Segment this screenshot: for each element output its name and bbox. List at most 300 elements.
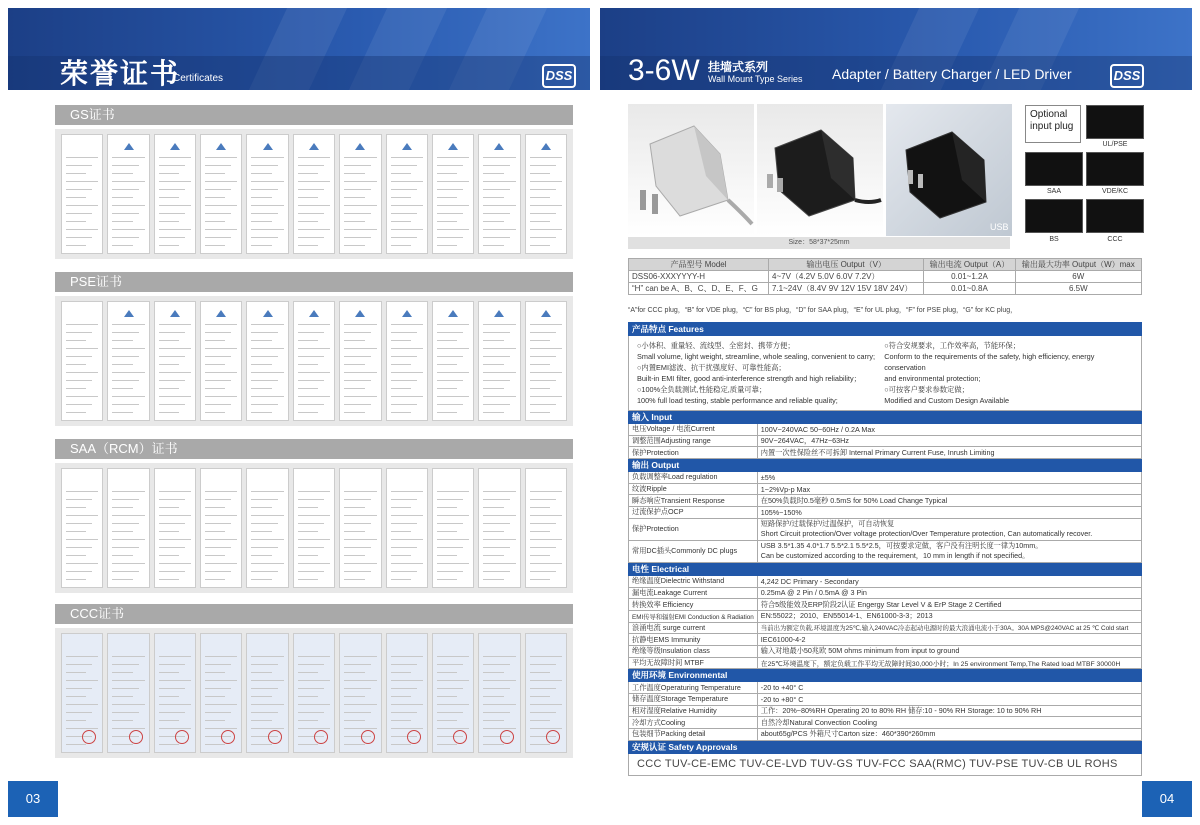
text-line bbox=[391, 680, 423, 681]
spec-key: 相对湿度Relative Humidity bbox=[629, 705, 758, 717]
text-line bbox=[205, 197, 225, 198]
text-line bbox=[205, 221, 225, 222]
text-line bbox=[112, 696, 132, 697]
text-line bbox=[530, 688, 556, 689]
tuv-logo-icon bbox=[448, 143, 458, 150]
text-line bbox=[298, 332, 324, 333]
certificate-thumbnail bbox=[478, 633, 520, 753]
text-line bbox=[344, 332, 370, 333]
text-line bbox=[298, 712, 324, 713]
seal-icon bbox=[268, 730, 282, 744]
text-line bbox=[66, 515, 98, 516]
spec-key: 漏电流Leakage Current bbox=[629, 587, 758, 599]
text-line bbox=[391, 356, 417, 357]
text-line bbox=[159, 555, 179, 556]
text-line bbox=[251, 205, 283, 206]
text-line bbox=[66, 245, 86, 246]
text-line bbox=[437, 744, 457, 745]
product-photo-black-usb bbox=[886, 104, 1012, 236]
text-line bbox=[66, 213, 92, 214]
text-line bbox=[298, 388, 318, 389]
seal-icon bbox=[314, 730, 328, 744]
seal-icon bbox=[361, 730, 375, 744]
text-line bbox=[483, 507, 503, 508]
tuv-logo-icon bbox=[309, 310, 319, 317]
text-line bbox=[159, 229, 191, 230]
text-line bbox=[112, 539, 144, 540]
text-line bbox=[205, 579, 225, 580]
text-line bbox=[112, 197, 132, 198]
text-line bbox=[530, 245, 550, 246]
text-line bbox=[298, 229, 330, 230]
text-line bbox=[251, 728, 283, 729]
certificate-thumbnail bbox=[432, 134, 474, 254]
text-line bbox=[251, 696, 271, 697]
text-line bbox=[205, 744, 225, 745]
text-line bbox=[205, 672, 225, 673]
text-line bbox=[483, 324, 515, 325]
text-line bbox=[391, 332, 417, 333]
text-line bbox=[159, 539, 191, 540]
tuv-logo-icon bbox=[402, 143, 412, 150]
text-line bbox=[344, 688, 370, 689]
text-line bbox=[112, 515, 144, 516]
text-line bbox=[66, 165, 92, 166]
text-line bbox=[530, 720, 550, 721]
text-line bbox=[66, 507, 86, 508]
text-line bbox=[391, 237, 417, 238]
text-line bbox=[112, 324, 144, 325]
spec-key: 浪涌电流 surge current bbox=[629, 622, 758, 634]
text-line bbox=[159, 563, 191, 564]
text-line bbox=[437, 372, 469, 373]
text-line bbox=[298, 531, 318, 532]
text-line bbox=[112, 348, 144, 349]
text-line bbox=[344, 364, 364, 365]
text-line bbox=[298, 245, 318, 246]
text-line bbox=[298, 404, 324, 405]
text-line bbox=[530, 372, 562, 373]
text-line bbox=[159, 205, 191, 206]
text-line bbox=[298, 324, 330, 325]
certificate-thumbnail bbox=[246, 468, 288, 588]
spec-value: 内置一次性保险丝不可拆卸 Internal Primary Current Fuse, Inrush Limiting bbox=[757, 447, 1141, 459]
text-line bbox=[391, 531, 411, 532]
certificate-thumbnail bbox=[246, 301, 288, 421]
certificate-thumbnail bbox=[200, 468, 242, 588]
text-line bbox=[437, 571, 463, 572]
certificate-thumbnail bbox=[61, 301, 103, 421]
text-line bbox=[530, 515, 562, 516]
text-line bbox=[298, 555, 318, 556]
text-line bbox=[205, 712, 231, 713]
text-line bbox=[251, 547, 277, 548]
text-line bbox=[344, 728, 376, 729]
text-line bbox=[205, 515, 237, 516]
text-line bbox=[391, 364, 411, 365]
text-line bbox=[483, 237, 509, 238]
model-cell: DSS06-XXXYYYY-H bbox=[629, 271, 769, 283]
text-line bbox=[530, 507, 550, 508]
text-line bbox=[437, 704, 469, 705]
spec-value: 自然冷却Natural Convection Cooling bbox=[757, 717, 1141, 729]
text-line bbox=[159, 656, 191, 657]
text-line bbox=[205, 720, 225, 721]
text-line bbox=[530, 221, 550, 222]
text-line bbox=[437, 680, 469, 681]
product-description: Adapter / Battery Charger / LED Driver bbox=[832, 66, 1072, 82]
ccc-plug-icon bbox=[1086, 199, 1144, 233]
text-line bbox=[344, 165, 370, 166]
certificate-thumbnail bbox=[154, 301, 196, 421]
features-title: 产品特点 Features bbox=[629, 323, 1142, 336]
certificate-thumbnail bbox=[339, 301, 381, 421]
text-line bbox=[112, 491, 144, 492]
power-title: 3-6W bbox=[628, 54, 700, 87]
spec-key: 绝缘温度Dielectric Withstand bbox=[629, 575, 758, 587]
text-line bbox=[159, 531, 179, 532]
text-line bbox=[483, 404, 509, 405]
text-line bbox=[298, 348, 330, 349]
text-line bbox=[112, 356, 138, 357]
text-line bbox=[298, 364, 318, 365]
text-line bbox=[530, 348, 562, 349]
certificate-thumbnail bbox=[154, 468, 196, 588]
text-line bbox=[391, 165, 417, 166]
text-line bbox=[251, 571, 277, 572]
text-line bbox=[251, 324, 283, 325]
spec-key: EMI传导和辐射EMI Conduction & Radiation bbox=[629, 610, 758, 622]
spec-key: 常用DC插头Commonly DC plugs bbox=[629, 540, 758, 562]
seal-icon bbox=[500, 730, 514, 744]
text-line bbox=[112, 499, 138, 500]
text-line bbox=[483, 563, 515, 564]
text-line bbox=[251, 704, 283, 705]
spec-value: 在25℃环境温度下，额定负载工作平均无故障时间30,000小时；In 25 environment Temp,The Rated load MTBF 30000H bbox=[757, 657, 1141, 669]
text-line bbox=[483, 364, 503, 365]
optional-plug-label: Optional input plug bbox=[1025, 105, 1081, 143]
text-line bbox=[530, 165, 556, 166]
text-line bbox=[159, 744, 179, 745]
feature-line: ○符合安规要求，工作效率高，节能环保； bbox=[884, 341, 1021, 350]
text-line bbox=[159, 173, 179, 174]
seal-icon bbox=[453, 730, 467, 744]
certificate-thumbnail bbox=[432, 301, 474, 421]
text-line bbox=[530, 197, 550, 198]
certificate-thumbnail bbox=[339, 134, 381, 254]
text-line bbox=[251, 197, 271, 198]
text-line bbox=[344, 672, 364, 673]
certificate-thumbnail bbox=[339, 633, 381, 753]
series-title-en: Wall Mount Type Series bbox=[708, 74, 803, 84]
text-line bbox=[112, 523, 138, 524]
text-line bbox=[391, 688, 417, 689]
text-line bbox=[205, 229, 237, 230]
certificate-thumbnail bbox=[293, 468, 335, 588]
text-line bbox=[483, 372, 515, 373]
text-line bbox=[205, 656, 237, 657]
text-line bbox=[530, 656, 562, 657]
tuv-logo-icon bbox=[402, 310, 412, 317]
text-line bbox=[391, 412, 411, 413]
text-line bbox=[112, 579, 132, 580]
text-line bbox=[112, 404, 138, 405]
certificate-thumbnail bbox=[200, 301, 242, 421]
text-line bbox=[437, 515, 469, 516]
text-line bbox=[437, 531, 457, 532]
text-line bbox=[66, 356, 92, 357]
text-line bbox=[391, 221, 411, 222]
text-line bbox=[66, 348, 98, 349]
text-line bbox=[530, 332, 556, 333]
text-line bbox=[437, 189, 463, 190]
dc-plug-value bbox=[757, 540, 1141, 562]
spec-value: ±5% bbox=[757, 472, 1141, 484]
text-line bbox=[205, 571, 231, 572]
certificate-thumbnail bbox=[61, 468, 103, 588]
page-number-left: 03 bbox=[8, 781, 58, 817]
text-line bbox=[66, 704, 98, 705]
text-line bbox=[530, 672, 550, 673]
text-line bbox=[112, 571, 138, 572]
certificate-thumbnail bbox=[107, 633, 149, 753]
text-line bbox=[251, 539, 283, 540]
text-line bbox=[344, 744, 364, 745]
certificate-thumbnail bbox=[246, 134, 288, 254]
text-line bbox=[298, 720, 318, 721]
text-line bbox=[437, 205, 469, 206]
approvals-list: CCC TUV-CE-EMC TUV-CE-LVD TUV-GS TUV-FCC SAA(RMC) TUV-PSE TUV-CB UL ROHS bbox=[629, 753, 1142, 775]
text-line bbox=[205, 245, 225, 246]
text-line bbox=[391, 213, 417, 214]
seal-icon bbox=[129, 730, 143, 744]
spec-value: 100V~240VAC 50~60Hz / 0.2A Max bbox=[757, 424, 1141, 436]
text-line bbox=[159, 364, 179, 365]
spec-value: about65g/PCS 外箱尺寸Carton size：460*390*260mm bbox=[757, 729, 1141, 741]
features-cell bbox=[629, 336, 1142, 411]
text-line bbox=[251, 656, 283, 657]
text-line bbox=[437, 348, 469, 349]
text-line bbox=[112, 664, 138, 665]
text-line bbox=[159, 396, 191, 397]
text-line bbox=[391, 515, 423, 516]
text-line bbox=[298, 412, 318, 413]
certificate-thumbnail bbox=[386, 468, 428, 588]
text-line bbox=[66, 340, 86, 341]
text-line bbox=[112, 412, 132, 413]
power-cell: 6.5W bbox=[1015, 283, 1141, 295]
seal-icon bbox=[221, 730, 235, 744]
text-line bbox=[344, 157, 376, 158]
plug-label: CCC bbox=[1107, 236, 1123, 243]
text-line bbox=[483, 579, 503, 580]
text-line bbox=[251, 380, 277, 381]
text-line bbox=[112, 229, 144, 230]
tuv-logo-icon bbox=[494, 310, 504, 317]
text-line bbox=[344, 720, 364, 721]
text-line bbox=[159, 547, 185, 548]
text-line bbox=[344, 173, 364, 174]
tuv-logo-icon bbox=[263, 310, 273, 317]
text-line bbox=[251, 332, 277, 333]
text-line bbox=[298, 539, 330, 540]
text-line bbox=[298, 696, 318, 697]
ccc-certificates bbox=[55, 628, 573, 758]
text-line bbox=[66, 499, 92, 500]
text-line bbox=[391, 507, 411, 508]
text-line bbox=[437, 539, 469, 540]
text-line bbox=[344, 531, 364, 532]
text-line bbox=[205, 507, 225, 508]
text-line bbox=[391, 712, 417, 713]
text-line bbox=[66, 412, 86, 413]
text-line bbox=[483, 720, 503, 721]
text-line bbox=[298, 189, 324, 190]
text-line bbox=[112, 173, 132, 174]
text-line bbox=[483, 245, 503, 246]
text-line bbox=[344, 396, 376, 397]
text-line bbox=[112, 712, 138, 713]
text-line bbox=[391, 404, 417, 405]
text-line bbox=[298, 380, 324, 381]
feature-line: ○可按客户要求参数定做； bbox=[884, 385, 969, 394]
text-line bbox=[112, 157, 144, 158]
text-line bbox=[391, 720, 411, 721]
text-line bbox=[344, 348, 376, 349]
text-line bbox=[344, 563, 376, 564]
text-line bbox=[112, 364, 132, 365]
feature-line: Modified and Custom Design Available bbox=[884, 396, 1010, 405]
text-line bbox=[251, 744, 271, 745]
tuv-logo-icon bbox=[309, 143, 319, 150]
usb-label: USB bbox=[990, 222, 1009, 232]
text-line bbox=[483, 229, 515, 230]
text-line bbox=[530, 579, 550, 580]
text-line bbox=[437, 547, 463, 548]
text-line bbox=[344, 547, 370, 548]
text-line bbox=[205, 563, 237, 564]
text-line bbox=[530, 157, 562, 158]
text-line bbox=[251, 340, 271, 341]
text-line bbox=[483, 380, 509, 381]
text-line bbox=[66, 523, 92, 524]
text-line bbox=[205, 356, 231, 357]
text-line bbox=[251, 507, 271, 508]
text-line bbox=[66, 396, 98, 397]
text-line bbox=[391, 380, 417, 381]
text-line bbox=[530, 680, 562, 681]
text-line bbox=[530, 388, 550, 389]
text-line bbox=[391, 229, 423, 230]
text-line bbox=[298, 507, 318, 508]
text-line bbox=[391, 672, 411, 673]
text-line bbox=[437, 229, 469, 230]
text-line bbox=[159, 388, 179, 389]
text-line bbox=[298, 213, 324, 214]
tuv-logo-icon bbox=[541, 310, 551, 317]
text-line bbox=[298, 664, 324, 665]
tuv-logo-icon bbox=[216, 310, 226, 317]
plug-label: SAA bbox=[1046, 188, 1061, 195]
tuv-logo-icon bbox=[355, 143, 365, 150]
text-line bbox=[159, 728, 191, 729]
text-line bbox=[530, 499, 556, 500]
text-line bbox=[344, 340, 364, 341]
text-line bbox=[483, 173, 503, 174]
spec-value: 工作：20%~80%RH Operating 20 to 80% RH 储存:10 - 90% RH Storage: 10 to 90% RH bbox=[757, 705, 1141, 717]
feature-line: and environmental protection; bbox=[884, 374, 981, 383]
text-line bbox=[66, 189, 92, 190]
text-line bbox=[344, 189, 370, 190]
text-line bbox=[391, 197, 411, 198]
current-cell: 0.01~1.2A bbox=[924, 271, 1015, 283]
text-line bbox=[298, 515, 330, 516]
text-line bbox=[344, 181, 376, 182]
text-line bbox=[298, 688, 324, 689]
text-line bbox=[437, 507, 457, 508]
text-line bbox=[437, 197, 457, 198]
text-line bbox=[159, 404, 185, 405]
text-line bbox=[159, 680, 191, 681]
text-line bbox=[483, 656, 515, 657]
text-line bbox=[391, 189, 417, 190]
tuv-logo-icon bbox=[124, 310, 134, 317]
text-line bbox=[66, 696, 86, 697]
text-line bbox=[159, 348, 191, 349]
text-line bbox=[251, 499, 277, 500]
spec-value: EN:55022；2010、EN55014-1、EN61000-3-3；2013 bbox=[757, 610, 1141, 622]
text-line bbox=[437, 157, 469, 158]
text-line bbox=[66, 728, 98, 729]
text-line bbox=[112, 704, 144, 705]
tuv-logo-icon bbox=[355, 310, 365, 317]
text-line bbox=[205, 704, 237, 705]
text-line bbox=[66, 380, 92, 381]
gs-certificates bbox=[55, 129, 573, 259]
text-line bbox=[344, 229, 376, 230]
text-line bbox=[66, 664, 92, 665]
text-line bbox=[530, 547, 556, 548]
text-line bbox=[483, 704, 515, 705]
text-line bbox=[251, 712, 277, 713]
text-line bbox=[159, 712, 185, 713]
certificate-thumbnail bbox=[525, 468, 567, 588]
certificate-thumbnail bbox=[432, 468, 474, 588]
spec-key: 调整范围Adjusting range bbox=[629, 435, 758, 447]
text-line bbox=[205, 523, 231, 524]
text-line bbox=[298, 744, 318, 745]
certificate-thumbnail bbox=[293, 301, 335, 421]
text-line bbox=[251, 157, 283, 158]
text-line bbox=[66, 579, 86, 580]
text-line bbox=[251, 165, 277, 166]
text-line bbox=[344, 571, 370, 572]
text-line bbox=[483, 181, 515, 182]
certificate-thumbnail bbox=[386, 633, 428, 753]
text-line bbox=[112, 221, 132, 222]
spec-key: 储存温度Storage Temperature bbox=[629, 694, 758, 706]
text-line bbox=[483, 744, 503, 745]
saa-section-header: SAA（RCM）证书 bbox=[55, 439, 573, 459]
right-header-banner bbox=[600, 8, 1192, 90]
spec-key: 保护Protection bbox=[629, 518, 758, 540]
text-line bbox=[66, 205, 98, 206]
text-line bbox=[298, 563, 330, 564]
certificate-thumbnail bbox=[478, 301, 520, 421]
text-line bbox=[251, 491, 283, 492]
text-line bbox=[159, 213, 185, 214]
text-line bbox=[159, 165, 185, 166]
